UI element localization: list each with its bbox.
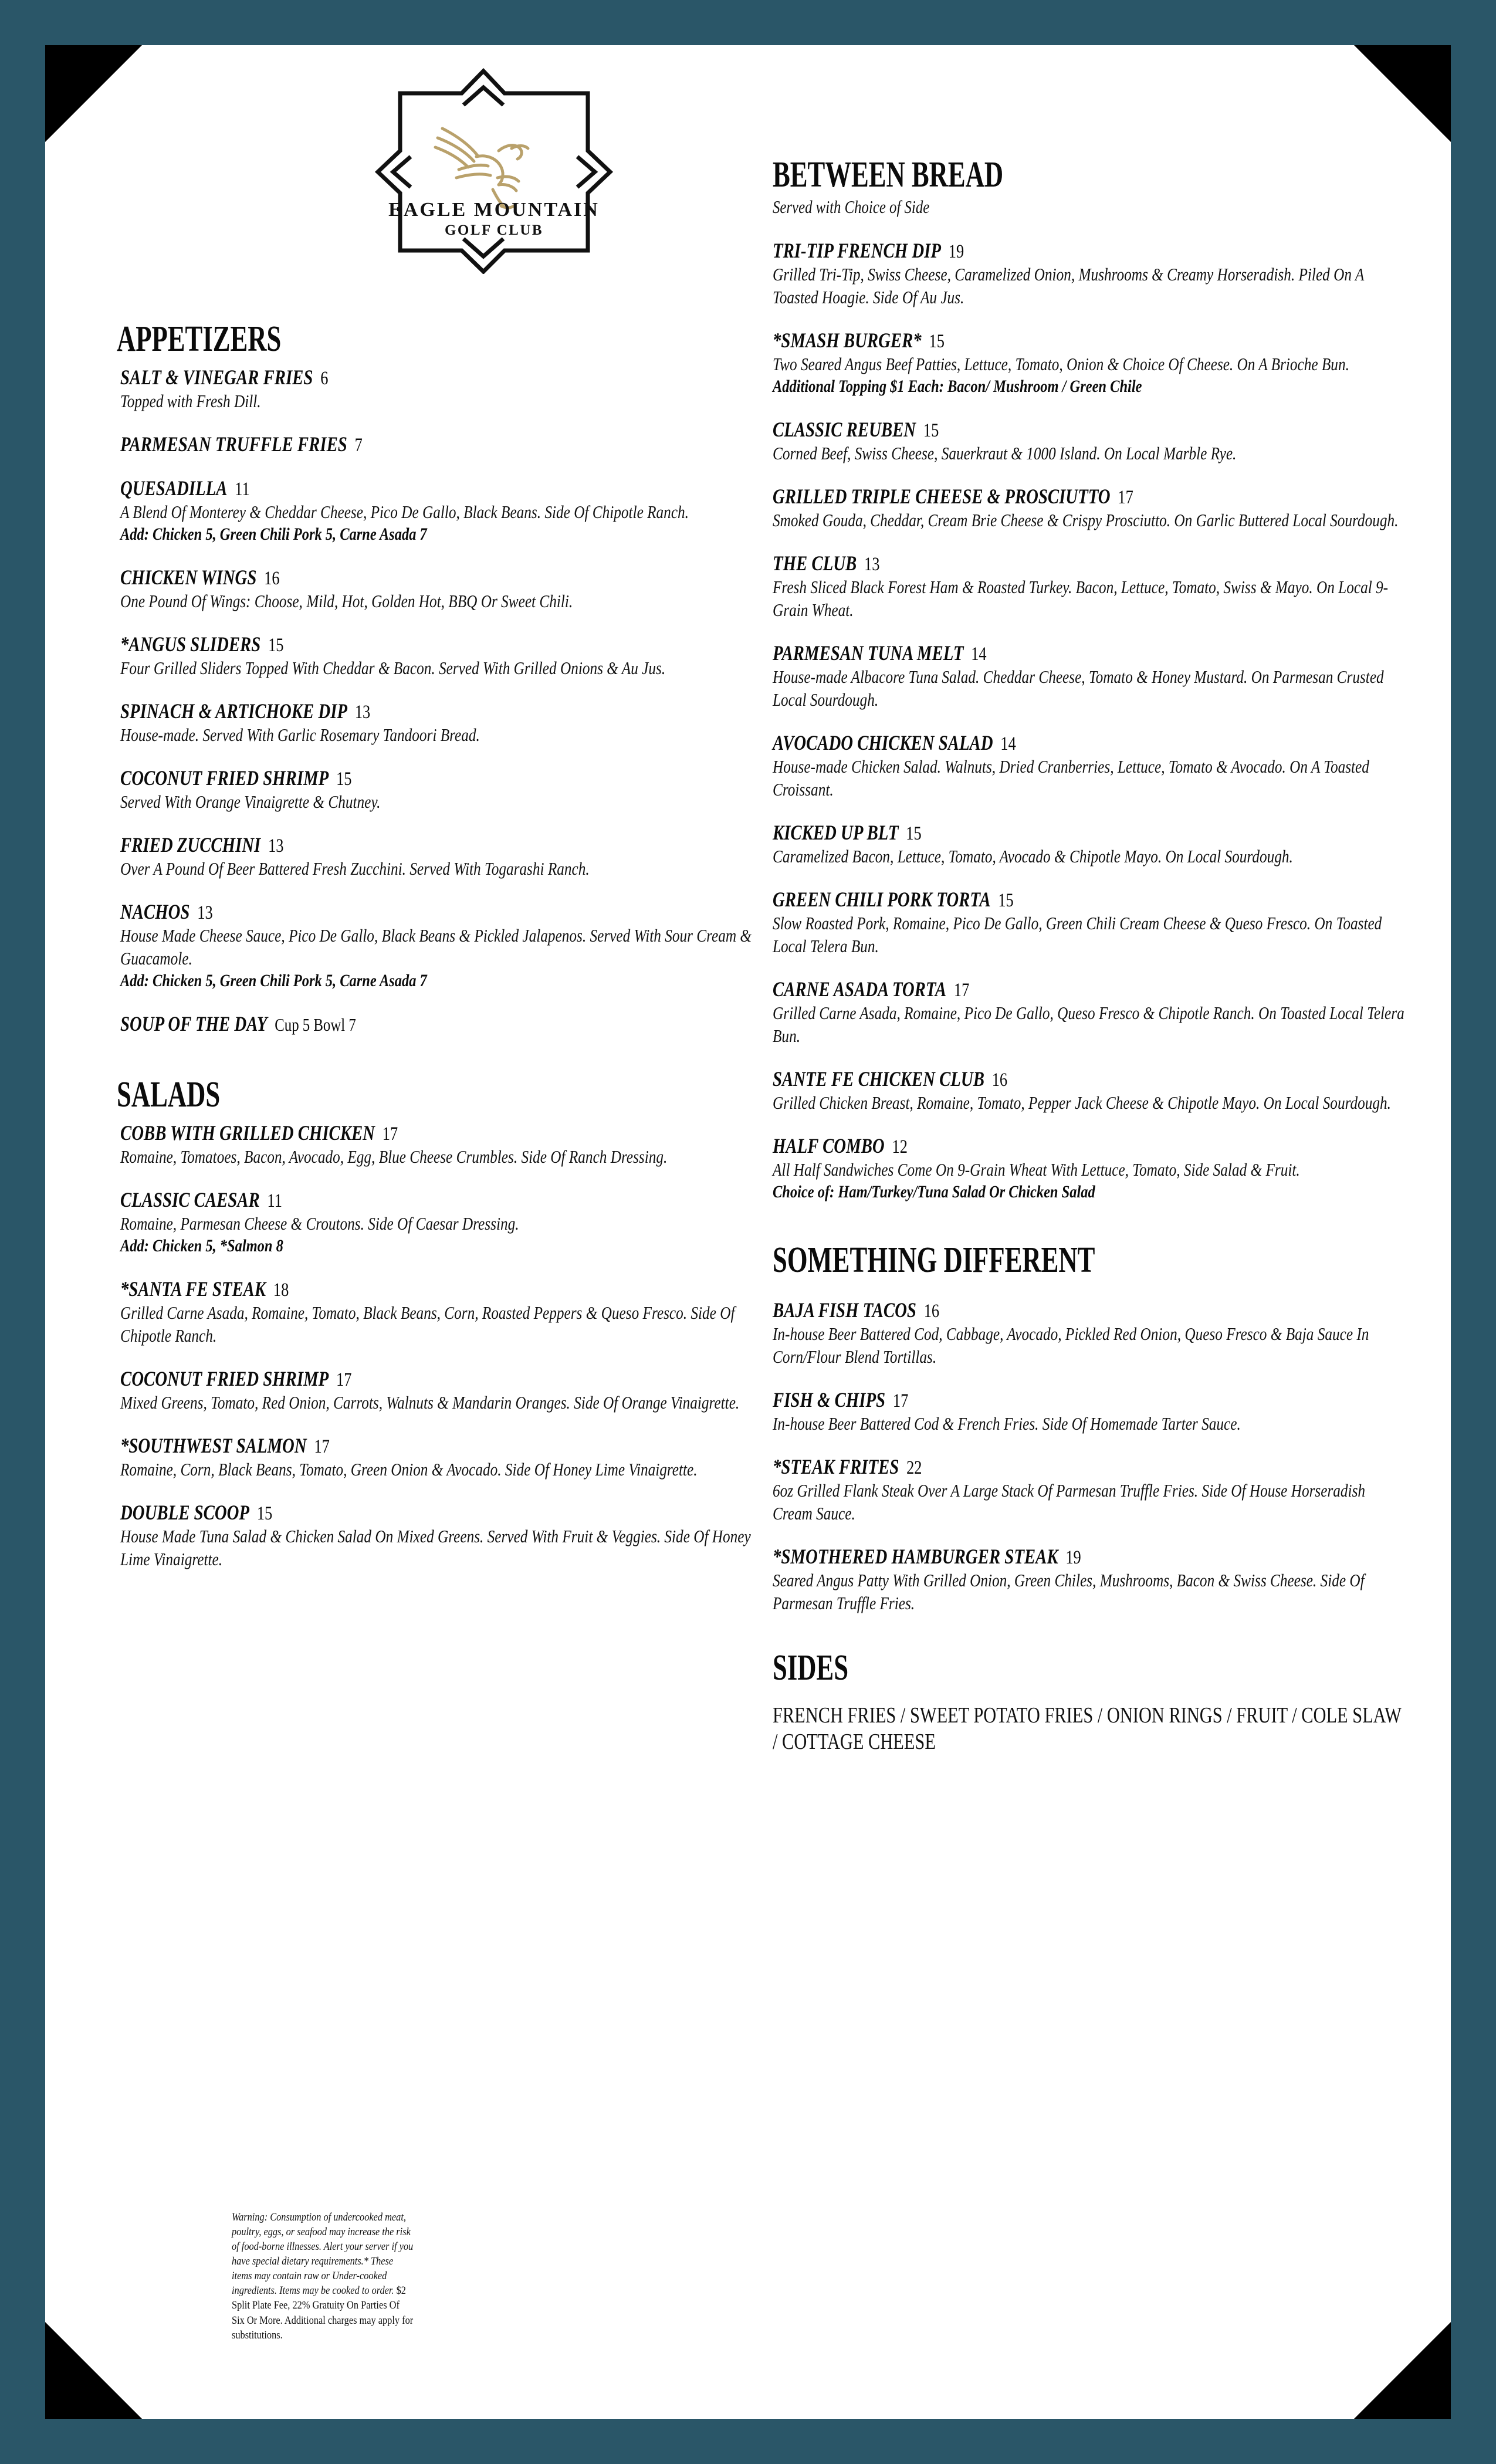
- item-price: 17: [336, 1369, 352, 1390]
- item-description: Grilled Chicken Breast, Romaine, Tomato, Pepper Jack Cheese & Chipotle Mayo. On Local Sourdough.: [773, 1092, 1391, 1113]
- item-addons: Additional Topping $1 Each: Bacon/ Mushroom / Green Chile: [773, 377, 1142, 397]
- menu-item[interactable]: [773, 641, 1412, 711]
- disclaimer-fees-text: $2 Split Plate Fee, 22% Gratuity On Parties Of Six Or More. Additional charges may apply for substitutions.: [232, 2284, 414, 2341]
- section-between-bread: [773, 157, 1412, 1203]
- section-heading-appetizers: APPETIZERS: [117, 319, 282, 359]
- item-name: FRIED ZUCCHINI: [120, 832, 261, 857]
- section-something-different: [773, 1242, 1412, 1615]
- item-description: Seared Angus Patty With Grilled Onion, Green Chiles, Mushrooms, Bacon & Swiss Cheese. Side Of Parmesan Truffle Fries.: [773, 1569, 1365, 1613]
- item-price: 16: [923, 1300, 940, 1322]
- item-description: A Blend Of Monterey & Cheddar Cheese, Pico De Gallo, Black Beans. Side Of Chipotle Ranch.: [120, 501, 689, 522]
- menu-item[interactable]: [120, 699, 760, 746]
- menu-page: [45, 45, 1451, 2419]
- item-description: House-made Albacore Tuna Salad. Cheddar Cheese, Tomato & Honey Mustard. On Parmesan Crusted Local Sourdough.: [773, 666, 1384, 710]
- item-name-row: [120, 699, 632, 723]
- item-price: 16: [991, 1069, 1008, 1091]
- item-price: 17: [382, 1123, 398, 1145]
- item-name-row: [773, 551, 1284, 576]
- item-name: SALT & VINEGAR FRIES: [120, 365, 313, 389]
- menu-item[interactable]: [773, 418, 1412, 465]
- menu-item[interactable]: [120, 1434, 760, 1481]
- item-price: 17: [892, 1390, 909, 1412]
- item-name: COBB WITH GRILLED CHICKEN: [120, 1121, 375, 1145]
- item-price: 13: [354, 701, 371, 723]
- item-addons: Add: Chicken 5, Green Chili Pork 5, Carne Asada 7: [120, 970, 427, 990]
- item-name-row: [773, 1067, 1284, 1091]
- item-name-row: [773, 977, 1284, 1001]
- item-name-row: [120, 1121, 632, 1145]
- item-price: 6: [320, 368, 329, 389]
- item-price: 22: [906, 1457, 922, 1478]
- item-name: *SMOTHERED HAMBURGER STEAK: [773, 1544, 1058, 1568]
- item-price: 15: [998, 889, 1014, 911]
- item-name: SPINACH & ARTICHOKE DIP: [120, 699, 348, 723]
- corner-accent-top-right: [1354, 45, 1451, 142]
- menu-item[interactable]: [120, 1367, 760, 1414]
- menu-item[interactable]: [120, 900, 760, 992]
- restaurant-logo: [312, 63, 676, 274]
- item-name: *SOUTHWEST SALMON: [120, 1433, 307, 1457]
- item-name: BAJA FISH TACOS: [773, 1298, 916, 1322]
- item-price: 18: [273, 1279, 289, 1301]
- item-description: Grilled Carne Asada, Romaine, Pico De Gallo, Queso Fresco & Chipotle Ranch. On Toasted Local Telera Bun.: [773, 1002, 1404, 1047]
- item-name: AVOCADO CHICKEN SALAD: [773, 730, 993, 754]
- item-name-row: [120, 566, 632, 590]
- menu-item[interactable]: [773, 888, 1412, 957]
- item-price: 17: [314, 1436, 330, 1457]
- menu-item[interactable]: [120, 432, 760, 456]
- item-description: Mixed Greens, Tomato, Red Onion, Carrots, Walnuts & Mandarin Oranges. Side Of Orange Vinaigrette.: [120, 1392, 740, 1413]
- menu-item[interactable]: [773, 329, 1412, 398]
- menu-item[interactable]: [773, 1134, 1412, 1203]
- item-price: 12: [892, 1136, 908, 1158]
- item-description: One Pound Of Wings: Choose, Mild, Hot, Golden Hot, BBQ Or Sweet Chili.: [120, 590, 573, 611]
- menu-item[interactable]: [773, 485, 1412, 532]
- item-price: 15: [336, 768, 352, 790]
- item-name-row: [773, 329, 1284, 353]
- corner-accent-top-left: [45, 45, 142, 142]
- item-description: 6oz Grilled Flank Steak Over A Large Stack Of Parmesan Truffle Fries. Side Of House Horseradish Cream Sauce.: [773, 1480, 1366, 1524]
- item-price: 15: [906, 823, 922, 844]
- menu-item[interactable]: [773, 1388, 1412, 1435]
- item-name: PARMESAN TUNA MELT: [773, 641, 964, 665]
- item-name: *ANGUS SLIDERS: [120, 632, 261, 656]
- item-price: 13: [864, 553, 880, 575]
- item-name-row: [773, 641, 1284, 665]
- logo-title: EAGLE MOUNTAIN: [388, 199, 600, 221]
- menu-item[interactable]: [120, 1012, 760, 1035]
- section-heading-between-bread: BETWEEN BREAD: [773, 155, 1004, 195]
- right-column: [773, 157, 1412, 1755]
- item-name-row: [773, 1545, 1284, 1569]
- item-name: CARNE ASADA TORTA: [773, 977, 947, 1001]
- item-description: Over A Pound Of Beer Battered Fresh Zucchini. Served With Togarashi Ranch.: [120, 858, 590, 879]
- item-name-row: [120, 365, 632, 390]
- item-name-row: [773, 1455, 1284, 1479]
- item-name: KICKED UP BLT: [773, 820, 899, 844]
- item-name-row: [120, 632, 632, 656]
- item-name-row: [120, 833, 632, 857]
- item-price: 13: [268, 835, 284, 857]
- item-price: 16: [264, 567, 280, 589]
- item-description: Caramelized Bacon, Lettuce, Tomato, Avocado & Chipotle Mayo. On Local Sourdough.: [773, 845, 1293, 867]
- item-name-row: [120, 1188, 632, 1212]
- item-description: Romaine, Tomatoes, Bacon, Avocado, Egg, Blue Cheese Crumbles. Side Of Ranch Dressing.: [120, 1146, 668, 1167]
- menu-item[interactable]: [120, 1188, 760, 1257]
- item-description: House-made. Served With Garlic Rosemary Tandoori Bread.: [120, 724, 480, 745]
- item-name: CLASSIC CAESAR: [120, 1187, 260, 1211]
- left-column: [117, 319, 760, 1590]
- item-description: Grilled Tri-Tip, Swiss Cheese, Caramelized Onion, Mushrooms & Creamy Horseradish. Piled On A Toasted Hoagie. Side Of Au Jus.: [773, 263, 1364, 307]
- item-name: *STEAK FRITES: [773, 1454, 899, 1478]
- item-name: SOUP OF THE DAY: [120, 1011, 268, 1035]
- item-description: House Made Cheese Sauce, Pico De Gallo, Black Beans & Pickled Jalapenos. Served With Sour Cream & Guacamole.: [120, 925, 752, 969]
- item-description: Fresh Sliced Black Forest Ham & Roasted Turkey. Bacon, Lettuce, Tomato, Swiss & Mayo. On Local 9-Grain Wheat.: [773, 576, 1389, 620]
- corner-accent-bottom-right: [1354, 2322, 1451, 2419]
- item-addons: Add: Chicken 5, Green Chili Pork 5, Carne Asada 7: [120, 524, 427, 544]
- menu-item[interactable]: [120, 566, 760, 612]
- menu-item[interactable]: [773, 1298, 1412, 1368]
- item-description: House Made Tuna Salad & Chicken Salad On Mixed Greens. Served With Fruit & Veggies. Side Of Honey Lime Vinaigrette.: [120, 1525, 751, 1569]
- item-price: 17: [1118, 486, 1133, 508]
- item-name-row: [773, 485, 1284, 509]
- disclaimer-block: [232, 2210, 414, 2343]
- menu-item[interactable]: [120, 476, 760, 546]
- menu-item[interactable]: [120, 1501, 760, 1571]
- item-description: Four Grilled Sliders Topped With Cheddar & Bacon. Served With Grilled Onions & Au Jus.: [120, 657, 666, 678]
- item-name-row: [120, 476, 632, 500]
- disclaimer-warning-text: Warning: Consumption of undercooked meat, poultry, eggs, or seafood may increase the risk of food-borne illnesses. Alert your server if you have special dietary requirements.* These items may contain raw or Under-cooked ingredients. Items may be cooked to order.: [232, 2211, 414, 2297]
- item-description: House-made Chicken Salad. Walnuts, Dried Cranberries, Lettuce, Tomato & Avocado. On A Toasted Croissant.: [773, 756, 1369, 800]
- item-price: 13: [197, 902, 213, 923]
- item-name: PARMESAN TRUFFLE FRIES: [120, 432, 347, 456]
- logo-subtitle: GOLF CLUB: [444, 222, 544, 238]
- item-name-row: [773, 1134, 1284, 1158]
- item-name: CHICKEN WINGS: [120, 565, 257, 589]
- menu-item[interactable]: [773, 239, 1412, 309]
- item-price: 7: [354, 435, 363, 456]
- item-name: THE CLUB: [773, 551, 857, 575]
- item-price: 11: [235, 478, 250, 500]
- item-description: All Half Sandwiches Come On 9-Grain Wheat With Lettuce, Tomato, Side Salad & Fruit.: [773, 1159, 1300, 1180]
- item-name-row: [773, 1298, 1284, 1322]
- section-subheading-between-bread: Served with Choice of Side: [773, 197, 930, 217]
- menu-item[interactable]: [773, 1067, 1412, 1114]
- item-name: HALF COMBO: [773, 1134, 885, 1158]
- sides-list: FRENCH FRIES / SWEET POTATO FRIES / ONION RINGS / FRUIT / COLE SLAW / COTTAGE CHEESE: [773, 1703, 1402, 1754]
- section-sides: [773, 1650, 1412, 1755]
- item-price: 17: [953, 980, 970, 1001]
- menu-item[interactable]: [120, 365, 760, 412]
- item-name: GRILLED TRIPLE CHEESE & PROSCIUTTO: [773, 484, 1111, 508]
- item-price: 19: [1065, 1546, 1081, 1568]
- item-name: CLASSIC REUBEN: [773, 417, 916, 441]
- item-name: *SMASH BURGER*: [773, 329, 922, 353]
- item-name-row: [773, 239, 1284, 263]
- item-name-row: [773, 731, 1284, 755]
- item-price: 15: [929, 331, 945, 353]
- item-name-row: [120, 1277, 632, 1301]
- item-description: Smoked Gouda, Cheddar, Cream Brie Cheese & Crispy Prosciutto. On Garlic Buttered Local Sourdough.: [773, 509, 1399, 530]
- item-addons: Add: Chicken 5, *Salmon 8: [120, 1236, 283, 1255]
- eagle-icon: [435, 128, 528, 208]
- menu-item[interactable]: [773, 821, 1412, 868]
- item-description: Served With Orange Vinaigrette & Chutney.: [120, 791, 381, 812]
- item-price: 19: [948, 241, 964, 262]
- item-description: In-house Beer Battered Cod, Cabbage, Avocado, Pickled Red Onion, Queso Fresco & Baja Sauce In Corn/Flour Blend Tortillas.: [773, 1323, 1369, 1367]
- item-addons: Choice of: Ham/Turkey/Tuna Salad Or Chicken Salad: [773, 1182, 1095, 1202]
- item-price: 14: [1000, 733, 1016, 754]
- item-name-row: [773, 418, 1284, 442]
- item-price: 15: [256, 1502, 273, 1524]
- item-description: Two Seared Angus Beef Patties, Lettuce, Tomato, Onion & Choice Of Cheese. On A Brioche Bun.: [773, 354, 1349, 374]
- item-name: *SANTA FE STEAK: [120, 1277, 266, 1301]
- item-name-row: [773, 1388, 1284, 1412]
- item-description: In-house Beer Battered Cod & French Fries. Side Of Homemade Tarter Sauce.: [773, 1413, 1241, 1434]
- section-heading-sides: SIDES: [773, 1648, 849, 1688]
- menu-item[interactable]: [120, 1121, 760, 1168]
- item-name: QUESADILLA: [120, 476, 228, 500]
- item-name-row: [120, 766, 632, 790]
- item-name: COCONUT FRIED SHRIMP: [120, 1366, 329, 1390]
- item-name: FISH & CHIPS: [773, 1387, 886, 1412]
- logo-frame-icon: [312, 63, 676, 274]
- item-name: DOUBLE SCOOP: [120, 1500, 250, 1524]
- menu-item[interactable]: [773, 1545, 1412, 1615]
- item-name-row: [773, 821, 1284, 845]
- item-price: 15: [923, 419, 939, 441]
- item-description: Romaine, Corn, Black Beans, Tomato, Green Onion & Avocado. Side Of Honey Lime Vinaigrette.: [120, 1458, 698, 1480]
- item-name-row: [120, 1012, 632, 1035]
- menu-item[interactable]: [773, 551, 1412, 621]
- item-price: 14: [971, 643, 987, 665]
- section-heading-salads: SALADS: [117, 1074, 221, 1115]
- item-name: SANTE FE CHICKEN CLUB: [773, 1067, 984, 1091]
- item-description: Slow Roasted Pork, Romaine, Pico De Gallo, Green Chili Cream Cheese & Queso Fresco. On Toasted Local Telera Bun.: [773, 912, 1382, 956]
- menu-item[interactable]: [773, 1455, 1412, 1525]
- section-salads: [117, 1074, 760, 1571]
- section-heading-something-different: SOMETHING DIFFERENT: [773, 1240, 1095, 1280]
- item-name-row: [120, 1367, 632, 1391]
- item-name-row: [773, 888, 1284, 912]
- menu-item[interactable]: [773, 977, 1412, 1047]
- item-price: 11: [267, 1190, 282, 1211]
- item-name-row: [120, 900, 632, 924]
- menu-item[interactable]: [120, 833, 760, 880]
- item-name: COCONUT FRIED SHRIMP: [120, 766, 329, 790]
- menu-item[interactable]: [120, 1277, 760, 1347]
- item-price: Cup 5 Bowl 7: [275, 1014, 356, 1035]
- menu-item[interactable]: [120, 766, 760, 813]
- corner-accent-bottom-left: [45, 2322, 142, 2419]
- item-name-row: [120, 1434, 632, 1458]
- item-name: TRI-TIP FRENCH DIP: [773, 239, 941, 262]
- item-name: GREEN CHILI PORK TORTA: [773, 887, 991, 911]
- item-description: Corned Beef, Swiss Cheese, Sauerkraut & 1000 Island. On Local Marble Rye.: [773, 442, 1237, 463]
- section-appetizers: [117, 319, 760, 1035]
- item-description: Romaine, Parmesan Cheese & Croutons. Side Of Caesar Dressing.: [120, 1213, 519, 1234]
- item-name: NACHOS: [120, 899, 190, 923]
- item-description: Topped with Fresh Dill.: [120, 390, 261, 411]
- item-name-row: [120, 1501, 632, 1525]
- menu-item[interactable]: [120, 632, 760, 679]
- item-name-row: [120, 432, 632, 456]
- item-price: 15: [268, 634, 284, 656]
- item-description: Grilled Carne Asada, Romaine, Tomato, Black Beans, Corn, Roasted Peppers & Queso Fresco. Side Of Chipotle Ranch.: [120, 1302, 735, 1346]
- menu-item[interactable]: [773, 731, 1412, 801]
